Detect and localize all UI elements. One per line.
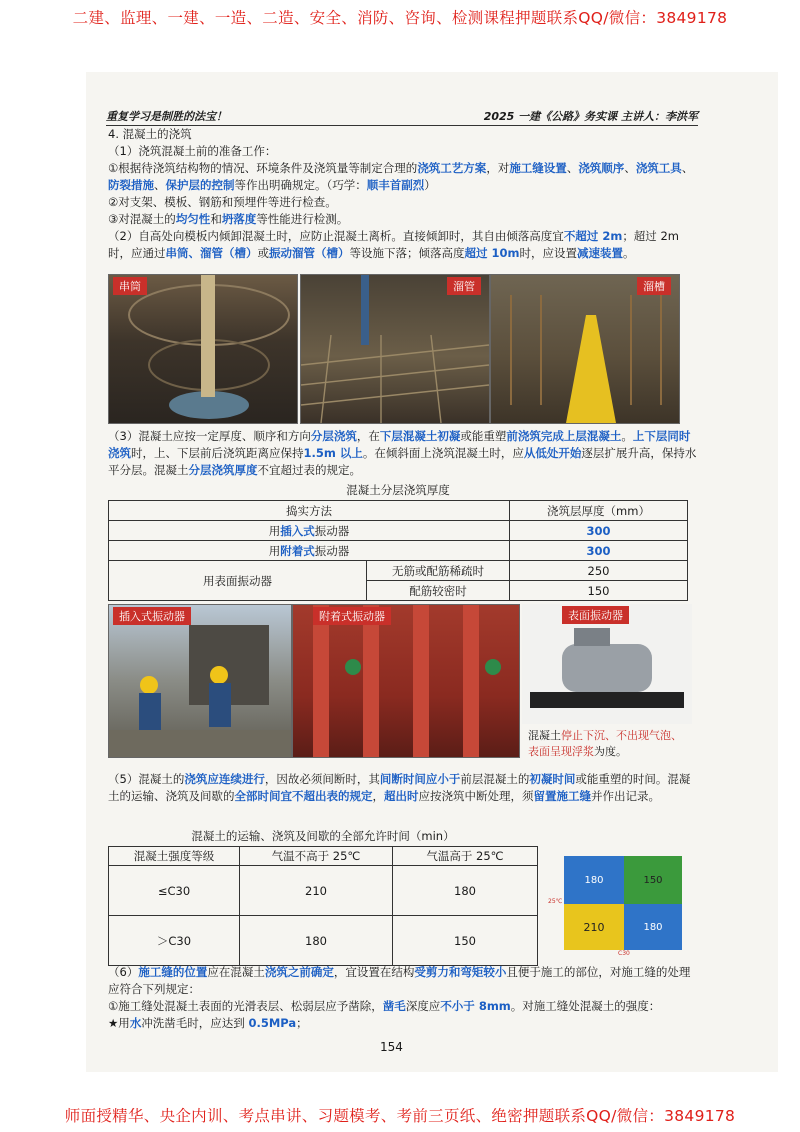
construction-joint-rule-1: ①施工缝处混凝土表面的光滑表层、松弱层应予凿除，凿毛深度应不小于 8mm。对施工缝处混凝土的强度： bbox=[108, 999, 661, 1013]
paragraph-6: （6）施工缝的位置应在混凝土浇筑之前确定，宜设置在结构受剪力和弯矩较小且便于施工的部位，对施工缝的处理应符合下列规定： bbox=[108, 965, 691, 996]
table2-row1-low-temp: 210 bbox=[240, 866, 393, 916]
photo-label-external-vibrator: 附着式振动器 bbox=[313, 607, 391, 625]
allowable-time-table bbox=[108, 846, 538, 966]
paragraph-5: （5）混凝土的浇筑应连续进行，因故必须间断时，其间断时间应小于前层混凝土的初凝时间或能重塑的时间。混凝土的运输、浇筑及间歇的全部时间宜不超出表的规定，超出时应按浇筑中断处理，须留置施工缝并作出记录。 bbox=[108, 772, 691, 803]
chute-trough-illustration bbox=[491, 275, 679, 423]
table1-row2-method: 用附着式振动器 bbox=[109, 541, 510, 561]
photo-label-internal-vibrator: 插入式振动器 bbox=[113, 607, 191, 625]
allowable-time-quadrant bbox=[548, 846, 688, 958]
construction-joint-rule-water: ★用水冲洗凿毛时，应达到 0.5MPa； bbox=[108, 1016, 308, 1030]
photo-chute-tube bbox=[108, 274, 298, 424]
prep-item-3: ③对混凝土的均匀性和坍落度等性能进行检测。 bbox=[108, 212, 349, 226]
table1-row3b-condition: 配筋较密时 bbox=[367, 581, 510, 601]
photo-internal-vibrator bbox=[108, 604, 292, 758]
table1-row1-value: 300 bbox=[510, 521, 688, 541]
internal-vibrator-illustration bbox=[109, 605, 291, 757]
subsection-1: （1）浇筑混凝土前的准备工作： bbox=[108, 144, 277, 158]
photo-external-vibrator bbox=[292, 604, 520, 758]
photo-label-chute-pipe: 溜管 bbox=[447, 277, 481, 295]
paragraph-3: （3）混凝土应按一定厚度、顺序和方向分层浇筑，在下层混凝土初凝或能重塑前浇筑完成上层混凝土。上下层同时浇筑时，上、下层前后浇筑距离应保持1.5m 以上。在倾斜面上浇筑混凝土时，应从低处开始逐层扩展升高，保持水平分层。混凝土分层浇筑厚度不宜超过表的规定。 bbox=[108, 429, 697, 477]
table1-row3a-condition: 无筋或配筋稀疏时 bbox=[367, 561, 510, 581]
section-heading: 4. 混凝土的浇筑 bbox=[108, 127, 192, 141]
chute-pipe-illustration bbox=[301, 275, 489, 423]
table2-row1-high-temp: 180 bbox=[393, 866, 538, 916]
table1-row3-method: 用表面振动器 bbox=[109, 561, 367, 601]
vibrator-stop-criteria: 混凝土停止下沉、不出现气泡、表面呈现浮浆为度。 bbox=[528, 729, 682, 758]
quadrant-top-right: 150 bbox=[624, 856, 682, 904]
quadrant-bottom-right: 180 bbox=[624, 904, 682, 950]
running-header-right: 2025 一建《公路》务实课 主讲人：李洪军 bbox=[483, 110, 698, 123]
table1-row1-method: 用插入式振动器 bbox=[109, 521, 510, 541]
table2-row2-high-temp: 150 bbox=[393, 916, 538, 966]
running-header bbox=[106, 107, 698, 126]
table1-row2-value: 300 bbox=[510, 541, 688, 561]
external-vibrator-illustration bbox=[293, 605, 519, 757]
layer-thickness-table bbox=[108, 500, 688, 601]
table1-header-method: 捣实方法 bbox=[109, 501, 510, 521]
table2-header-high-temp: 气温高于 25℃ bbox=[393, 847, 538, 866]
table1-row3b-value: 150 bbox=[510, 581, 688, 601]
table2-row2-grade: ＞C30 bbox=[109, 916, 240, 966]
table2-caption: 混凝土的运输、浇筑及间歇的全部允许时间（min） bbox=[191, 829, 455, 843]
bottom-promo-banner: 师面授精华、央企内训、考点串讲、习题模考、考前三页纸、绝密押题联系QQ/微信：3849178 bbox=[64, 1107, 736, 1125]
top-promo-banner: 二建、监理、一建、一造、二造、安全、消防、咨询、检测课程押题联系QQ/微信：3849178 bbox=[72, 9, 728, 27]
page-number: 154 bbox=[380, 1040, 403, 1054]
photo-label-chute-tube: 串筒 bbox=[113, 277, 147, 295]
photo-label-chute-trough: 溜槽 bbox=[637, 277, 671, 295]
table2-row1-grade: ≤C30 bbox=[109, 866, 240, 916]
table1-header-thickness: 浇筑层厚度（mm） bbox=[510, 501, 688, 521]
prep-item-2: ②对支架、模板、钢筋和预埋件等进行检查。 bbox=[108, 195, 337, 209]
quadrant-top-left: 180 bbox=[564, 856, 624, 904]
quadrant-y-label: 25℃ bbox=[548, 898, 563, 905]
photo-chute-pipe bbox=[300, 274, 490, 424]
table2-header-low-temp: 气温不高于 25℃ bbox=[240, 847, 393, 866]
photo-chute-trough bbox=[490, 274, 680, 424]
table2-row2-low-temp: 180 bbox=[240, 916, 393, 966]
photo-surface-vibrator bbox=[522, 604, 692, 724]
quadrant-bottom-left: 210 bbox=[564, 904, 624, 950]
prep-item-1: ①根据待浇筑结构物的情况、环境条件及浇筑量等制定合理的浇筑工艺方案，对施工缝设置、浇筑顺序、浇筑工具、防裂措施、保护层的控制等作出明确规定。（巧学：顺丰首副烈） bbox=[108, 161, 694, 192]
photo-label-surface-vibrator: 表面振动器 bbox=[562, 606, 629, 624]
quadrant-x-label: C30 bbox=[618, 950, 630, 957]
table1-row3a-value: 250 bbox=[510, 561, 688, 581]
chute-tube-illustration bbox=[109, 275, 297, 423]
table1-caption: 混凝土分层浇筑厚度 bbox=[346, 483, 450, 497]
subsection-2: （2）自高处向模板内倾卸混凝土时，应防止混凝土离析。直接倾卸时，其自由倾落高度宜不超过 2m；超过 2m 时，应通过串筒、溜管（槽）或振动溜管（槽）等设施下落；倾落高度超过 10m时，应设置减速装置。 bbox=[108, 229, 679, 260]
table2-header-grade: 混凝土强度等级 bbox=[109, 847, 240, 866]
running-header-left: 重复学习是制胜的法宝！ bbox=[106, 110, 227, 123]
